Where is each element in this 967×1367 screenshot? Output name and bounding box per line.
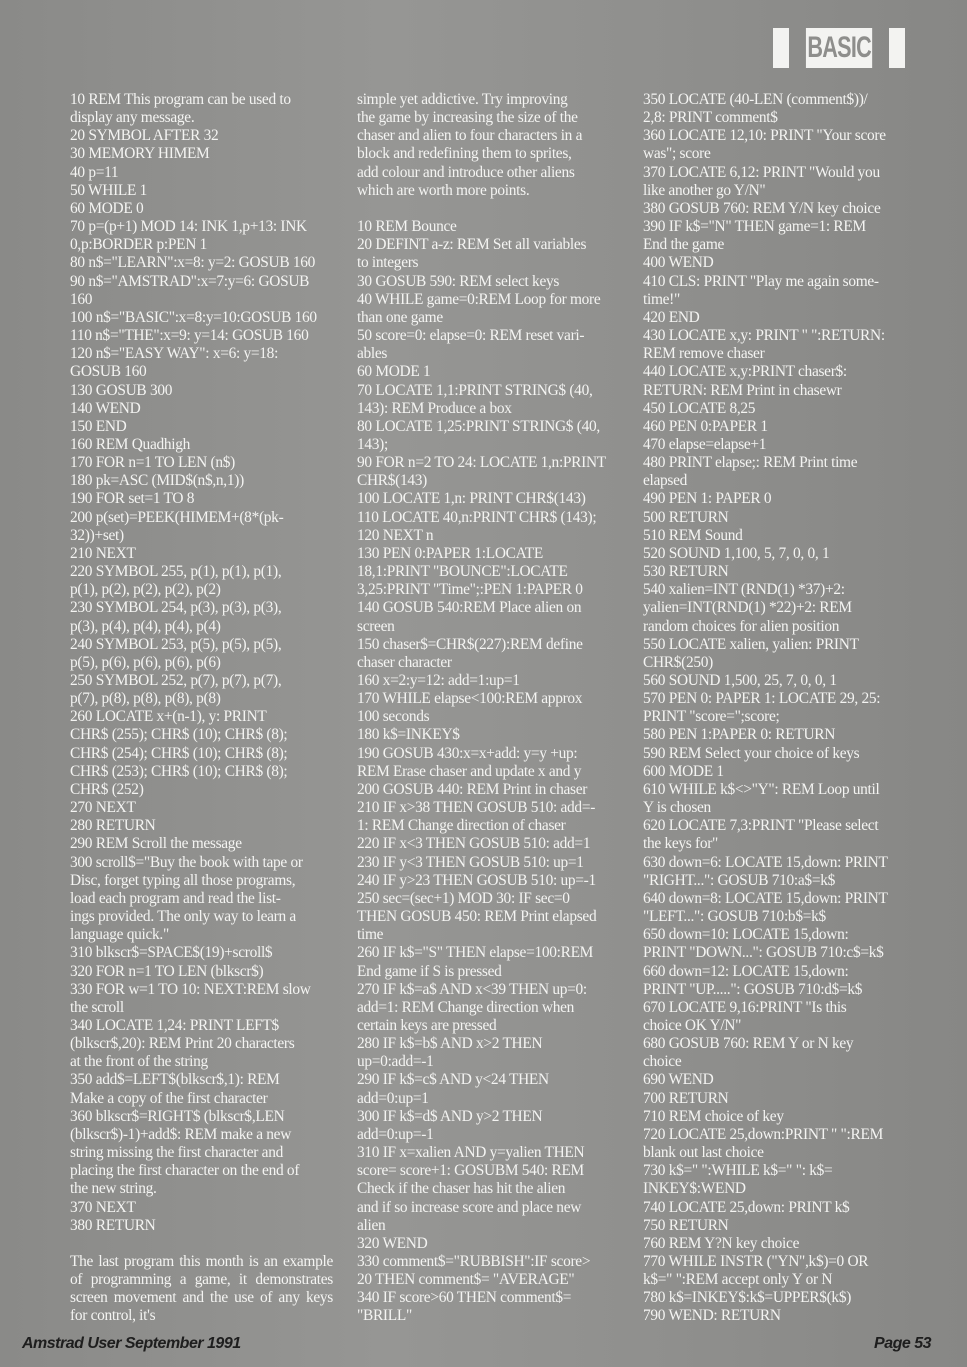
code-line: GOSUB 160 [70,363,147,381]
code-line: 780 k$=INKEY$:k$=UPPER$(k$) [643,1289,852,1307]
code-line: 40 WHILE game=0:REM Loop for more [357,290,601,308]
code-line: 400 WEND [643,254,714,272]
code-line: 360 blkscr$=RIGHT$ (blkscr$,LEN [70,1107,285,1125]
code-line: 143); [357,435,388,453]
code-line: 20 DEFINT a-z: REM Set all variables [357,236,587,254]
code-line: up=0:add=-1 [357,1053,434,1071]
code-line: RETURN: REM Print in chasewr [643,381,842,399]
code-line: CHR$ (254); CHR$ (10); CHR$ (8); [70,744,288,762]
code-line: 280 RETURN [70,817,156,835]
code-line: chaser character [357,653,452,671]
code-line: 620 LOCATE 7,3:PRINT "Please select [643,817,879,835]
code-line: alien [357,1216,386,1234]
code-line: 380 RETURN [70,1216,156,1234]
code-line: REM Erase chaser and update x and y [357,762,582,780]
code-line: random choices for alien position [643,617,840,635]
column-3 [643,91,906,1326]
code-line: choice OK Y/N" [643,1016,742,1034]
code-line: p(3), p(4), p(4), p(4), p(4) [70,617,221,635]
code-line: choice [643,1053,682,1071]
code-line: 660 down=12: LOCATE 15,down: [643,962,849,980]
badge-label: BASIC [806,28,872,68]
code-line: 150 END [70,417,127,435]
code-line: 720 LOCATE 25,down:PRINT " ":REM [643,1125,883,1143]
code-line: 60 MODE 1 [357,363,431,381]
code-line: yalien=INT(RND(1) *22)+2: REM [643,599,852,617]
code-line: 700 RETURN [643,1089,729,1107]
code-line: was"; score [643,145,711,163]
code-line: End the game [643,236,725,254]
code-line: 390 IF k$="N" THEN game=1: REM [643,218,866,236]
code-line: 260 IF k$="S" THEN elapse=100:REM [357,944,594,962]
code-line: 250 sec=(sec+1) MOD 30: IF sec=0 [357,889,570,907]
code-line: 220 IF x<3 THEN GOSUB 510: add=1 [357,835,591,853]
code-line: add=1: REM Change direction when [357,998,575,1016]
code-line: 143): REM Produce a box [357,399,512,417]
code-line: 10 REM Bounce [357,218,457,236]
code-line: 270 IF k$=a$ AND x<39 THEN up=0: [357,980,587,998]
code-line: 190 GOSUB 430:x=x+add: y=y +up: [357,744,578,762]
code-line: 2,8: PRINT comment$ [643,109,778,127]
code-line: the new string. [70,1180,157,1198]
code-line: 110 LOCATE 40,n:PRINT CHR$ (143); [357,508,597,526]
code-line: elapsed [643,472,688,490]
code-line: CHR$(250) [643,653,713,671]
code-line: "RIGHT...": GOSUB 710:a$=k$ [643,871,835,889]
code-line: 310 IF x=xalien AND y=yalien THEN [357,1144,585,1162]
code-line: 170 FOR n=1 TO LEN (n$) [70,454,235,472]
code-line: 630 down=6: LOCATE 15,down: PRINT [643,853,888,871]
code-line: add=0:up=-1 [357,1125,434,1143]
code-line: 310 blkscr$=SPACE$(19)+scroll$ [70,944,273,962]
code-line: 80 LOCATE 1,25:PRINT STRING$ (40, [357,417,600,435]
code-line: 350 add$=LEFT$(blkscr$,1): REM [70,1071,280,1089]
code-line: 340 LOCATE 1,24: PRINT LEFT$ [70,1016,279,1034]
code-line: 0,p:BORDER p:PEN 1 [70,236,207,254]
code-line: like another go Y/N" [643,181,766,199]
code-line: 530 RETURN [643,563,729,581]
code-line: display any message. [70,109,195,127]
code-line: ables [357,345,388,363]
code-line: 510 REM Sound [643,526,743,544]
code-line: 440 LOCATE x,y:PRINT chaser$: [643,363,847,381]
code-line: 600 MODE 1 [643,762,724,780]
code-line: Disc, forget typing all those programs, [70,871,296,889]
code-line: 190 FOR set=1 TO 8 [70,490,195,508]
code-line: 20 THEN comment$= "AVERAGE" [357,1271,575,1289]
code-line: add colour and introduce other aliens [357,163,575,181]
code-line: 580 PEN 1:PAPER 0: RETURN [643,726,836,744]
code-line: 610 WHILE k$<>"Y": REM Loop until [643,780,880,798]
code-line: 160 x=2:y=12: add=1:up=1 [357,672,520,689]
code-line: 430 LOCATE x,y: PRINT " ":RETURN: [643,327,885,345]
code-line: screen [357,617,395,635]
code-line: 140 WEND [70,399,141,417]
code-line: time!" [643,290,680,308]
code-line: 250 SYMBOL 252, p(7), p(7), p(7), [70,672,282,689]
code-line: 32))+set) [70,526,124,544]
code-line: 320 WEND [357,1234,428,1252]
code-line: p(5), p(6), p(6), p(6), p(6) [70,653,221,671]
code-line: 290 REM Scroll the message [70,835,242,853]
code-line: 130 PEN 0:PAPER 1:LOCATE [357,544,543,562]
code-line: p(1), p(2), p(2), p(2), p(2) [70,581,221,599]
code-line: 550 LOCATE xalien, yalien: PRINT [643,635,859,653]
code-line: CHR$(143) [357,472,427,490]
code-line: 1: REM Change direction of chaser [357,817,566,835]
code-line: 470 elapse=elapse+1 [643,435,767,453]
code-line: 120 n$="EASY WAY": x=6: y=18: [70,345,279,363]
column-2 [357,91,620,1326]
badge-bar-left [773,28,789,68]
code-line: 90 FOR n=2 TO 24: LOCATE 1,n:PRINT [357,454,606,472]
code-line: language quick." [70,926,169,944]
code-line: 230 IF y<3 THEN GOSUB 510: up=1 [357,853,584,871]
code-line: blank out last choice [643,1144,764,1162]
code-line: 200 GOSUB 440: REM Print in chaser [357,780,588,798]
code-line: score= score+1: GOSUBM 540: REM [357,1162,584,1180]
code-line: 450 LOCATE 8,25 [643,399,756,417]
code-line: load each program and read the list- [70,889,281,907]
code-line: 50 WHILE 1 [70,181,148,199]
code-line: 210 NEXT [70,544,136,562]
code-line: 40 p=11 [70,163,119,181]
code-line: block and redefining them to sprites, [357,145,572,163]
code-line: 500 RETURN [643,508,729,526]
code-line: chaser and alien to four characters in a [357,127,583,145]
code-line: 370 NEXT [70,1198,136,1216]
code-line: 160 [70,290,93,308]
code-line: 10 REM This program can be used to [70,91,291,108]
code-line: placing the first character on the end of [70,1162,300,1180]
code-line: PRINT "score=";score; [643,708,780,726]
code-line: CHR$ (253); CHR$ (10); CHR$ (8); [70,762,288,780]
body-paragraph: The last program this month is an example of programming a game, it demonstrates screen movement and the use of any keys for control, it's [70,1252,333,1325]
code-line: 320 FOR n=1 TO LEN (blkscr$) [70,962,264,980]
code-line: 230 SYMBOL 254, p(3), p(3), p(3), [70,599,282,617]
code-line: 540 xalien=INT (RND(1) *37)+2: [643,581,845,599]
code-line: time [357,926,384,944]
code-line: 300 IF k$=d$ AND y>2 THEN [357,1107,543,1125]
code-line: 180 k$=INKEY$ [357,726,460,744]
badge-bar-right [889,28,905,68]
footer-publication: Amstrad User September 1991 [22,1335,241,1352]
code-line: 330 comment$="RUBBISH":IF score> [357,1253,591,1270]
code-line: End game if S is pressed [357,962,502,980]
code-line: 710 REM choice of key [643,1107,784,1125]
code-line: 220 SYMBOL 255, p(1), p(1), p(1), [70,563,282,581]
code-line: 180 pk=ASC (MID$(n$,n,1)) [70,472,244,490]
code-line: 200 p(set)=PEEK(HIMEM+(8*(pk- [70,508,284,526]
code-line: "BRILL" [357,1307,412,1325]
code-line: ings provided. The only way to learn a [70,908,296,926]
section-badge [773,28,905,68]
code-line: 30 MEMORY HIMEM [70,145,210,163]
code-line: 30 GOSUB 590: REM select keys [357,272,560,290]
code-line: Check if the chaser has hit the alien [357,1180,566,1198]
code-line: INKEY$:WEND [643,1180,746,1198]
code-line: p(7), p(8), p(8), p(8), p(8) [70,690,221,708]
code-line: string missing the first character and [70,1144,283,1162]
code-line: 130 GOSUB 300 [70,381,173,399]
code-line: simple yet addictive. Try improving [357,91,568,108]
code-line: 560 SOUND 1,500, 25, 7, 0, 0, 1 [643,672,837,689]
code-line: 760 REM Y?N key choice [643,1234,800,1252]
spacer [357,200,620,218]
code-line: 370 LOCATE 6,12: PRINT "Would you [643,163,880,181]
code-line: 350 LOCATE (40-LEN (comment$))/ [643,91,868,108]
code-line: 260 LOCATE x+(n-1), y: PRINT [70,708,267,726]
code-line: 680 GOSUB 760: REM Y or N key [643,1035,854,1053]
code-line: 270 NEXT [70,799,136,817]
code-line: 60 MODE 0 [70,199,144,217]
code-line: 70 LOCATE 1,1:PRINT STRING$ (40, [357,381,593,399]
code-line: 380 GOSUB 760: REM Y/N key choice [643,199,881,217]
code-line: 730 k$=" ":WHILE k$=" ": k$= [643,1162,833,1180]
code-line: (blkscr$,20): REM Print 20 characters [70,1035,295,1053]
code-line: 590 REM Select your choice of keys [643,744,860,762]
code-line: the keys for" [643,835,719,853]
code-line: CHR$ (252) [70,780,144,798]
code-line: 740 LOCATE 25,down: PRINT k$ [643,1198,850,1216]
code-line: 120 NEXT n [357,526,434,544]
code-line: 20 SYMBOL AFTER 32 [70,127,219,145]
code-line: 18,1:PRINT "BOUNCE":LOCATE [357,563,568,581]
code-line: Make a copy of the first character [70,1089,268,1107]
code-line: 750 RETURN [643,1216,729,1234]
code-line: 140 GOSUB 540:REM Place alien on [357,599,582,617]
code-line: and if so increase score and place new [357,1198,582,1216]
code-line: 100 n$="BASIC":x=8:y=10:GOSUB 160 [70,308,317,326]
code-line: PRINT "UP.....": GOSUB 710:d$=k$ [643,980,863,998]
code-line: 330 FOR w=1 TO 10: NEXT:REM slow [70,980,311,998]
code-line: 480 PRINT elapse;: REM Print time [643,454,858,472]
code-line: 80 n$="LEARN":x=8: y=2: GOSUB 160 [70,254,316,272]
code-line: 70 p=(p+1) MOD 14: INK 1,p+13: INK [70,218,307,236]
code-line: REM remove chaser [643,345,765,363]
code-line: 240 IF y>23 THEN GOSUB 510: up=-1 [357,871,596,889]
code-line: Y is chosen [643,799,711,817]
code-line: 90 n$="AMSTRAD":x=7:y=6: GOSUB [70,272,310,290]
column-1 [70,91,333,1325]
code-line: 410 CLS: PRINT "Play me again some- [643,272,879,290]
code-line: which are worth more points. [357,181,530,199]
code-line: 670 LOCATE 9,16:PRINT "Is this [643,998,847,1016]
code-line: k$=" ":REM accept only Y or N [643,1271,833,1289]
code-line: at the front of the string [70,1053,208,1071]
code-line: 300 scroll$="Buy the book with tape or [70,853,303,871]
footer-page-number: Page 53 [874,1335,931,1352]
code-line: the game by increasing the size of the [357,109,578,127]
code-line: 420 END [643,308,700,326]
code-line: 100 seconds [357,708,430,726]
code-line: 110 n$="THE":x=9: y=14: GOSUB 160 [70,327,309,345]
code-line: 290 IF k$=c$ AND y<24 THEN [357,1071,549,1089]
code-line: certain keys are pressed [357,1016,497,1034]
code-line: than one game [357,308,443,326]
code-line: 490 PEN 1: PAPER 0 [643,490,772,508]
code-line: PRINT "DOWN...": GOSUB 710:c$=k$ [643,944,884,962]
code-line: 150 chaser$=CHR$(227):REM define [357,635,583,653]
code-line: to integers [357,254,419,272]
code-line: 240 SYMBOL 253, p(5), p(5), p(5), [70,635,282,653]
code-line: 50 score=0: elapse=0: REM reset vari- [357,327,585,345]
code-line: add=0:up=1 [357,1089,429,1107]
code-line: (blkscr$)-1)+add$: REM make a new [70,1125,292,1143]
code-line: 160 REM Quadhigh [70,435,191,453]
code-line: 790 WEND: RETURN [643,1307,781,1325]
code-line: 570 PEN 0: PAPER 1: LOCATE 29, 25: [643,690,881,708]
code-line: THEN GOSUB 450: REM Print elapsed [357,908,597,926]
code-line: 360 LOCATE 12,10: PRINT "Your score [643,127,886,145]
code-line: 770 WHILE INSTR ("YN",k$)=0 OR [643,1253,869,1270]
code-line: 650 down=10: LOCATE 15,down: [643,926,849,944]
code-line: 3,25:PRINT "Time";:PEN 1:PAPER 0 [357,581,583,599]
code-line: 340 IF score>60 THEN comment$= [357,1289,572,1307]
code-line: the scroll [70,998,124,1016]
code-line: 690 WEND [643,1071,714,1089]
code-line: 280 IF k$=b$ AND x>2 THEN [357,1035,543,1053]
code-line: 460 PEN 0:PAPER 1 [643,417,768,435]
code-line: "LEFT...": GOSUB 710:b$=k$ [643,908,826,926]
code-line: 640 down=8: LOCATE 15,down: PRINT [643,889,888,907]
code-line: CHR$ (255); CHR$ (10); CHR$ (8); [70,726,288,744]
code-line: 210 IF x>38 THEN GOSUB 510: add=- [357,799,596,817]
code-line: 520 SOUND 1,100, 5, 7, 0, 0, 1 [643,544,830,562]
code-line: 100 LOCATE 1,n: PRINT CHR$(143) [357,490,586,508]
code-line: 170 WHILE elapse<100:REM approx [357,690,583,708]
